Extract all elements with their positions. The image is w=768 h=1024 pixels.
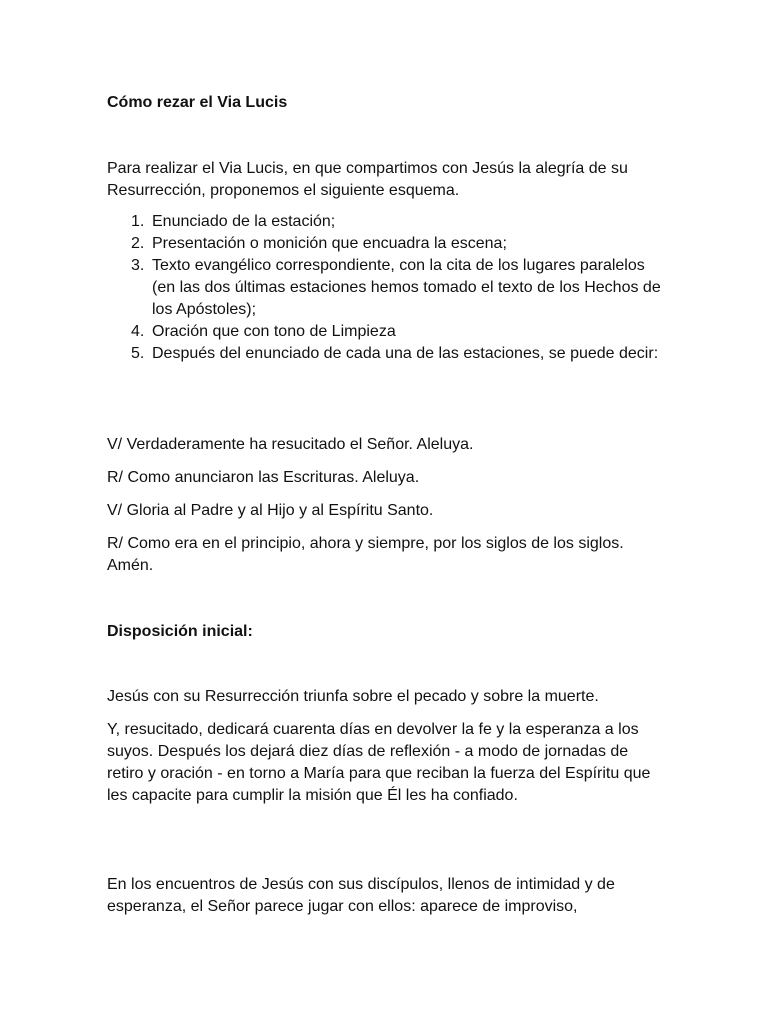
list-item-number: 5. <box>131 345 145 362</box>
versicle-1: V/ Verdaderamente ha resucitado el Señor. Aleluya. <box>107 436 474 453</box>
steps-list <box>107 211 667 365</box>
paragraph-3: En los encuentros de Jesús con sus discípulos, llenos de intimidad y de esperanza, el Señor parece jugar con ellos: aparece de improviso, <box>107 876 615 915</box>
response-2: R/ Como era en el principio, ahora y siempre, por los siglos de los siglos. Amén. <box>107 535 624 574</box>
list-item <box>107 211 667 233</box>
list-item-text: Enunciado de la estación; <box>152 213 336 230</box>
list-item <box>107 255 667 321</box>
list-item-number: 3. <box>131 257 145 274</box>
document-title: Cómo rezar el Via Lucis <box>107 94 288 111</box>
list-item <box>107 233 667 255</box>
list-item-number: 2. <box>131 235 145 252</box>
list-item-text: Texto evangélico correspondiente, con la cita de los lugares paralelos (en las dos últimas estaciones hemos tomado el texto de los Hechos de los Apóstoles); <box>152 257 661 318</box>
versicle-2: V/ Gloria al Padre y al Hijo y al Espíritu Santo. <box>107 502 434 519</box>
list-item <box>107 343 667 365</box>
list-item <box>107 321 667 343</box>
paragraph-1: Jesús con su Resurrección triunfa sobre el pecado y sobre la muerte. <box>107 688 599 705</box>
paragraph-2: Y, resucitado, dedicará cuarenta días en devolver la fe y la esperanza a los suyos. Después los dejará diez días de reflexión - a modo de jornadas de retiro y oración - en torno a María para que reciban la fuerza del Espíritu que les capacite para cumplir la misión que Él les ha confiado. <box>107 721 651 804</box>
list-item-text: Después del enunciado de cada una de las estaciones, se puede decir: <box>152 345 659 362</box>
list-item-text: Oración que con tono de Limpieza <box>152 323 396 340</box>
section-heading: Disposición inicial: <box>107 623 253 640</box>
intro-paragraph: Para realizar el Via Lucis, en que compartimos con Jesús la alegría de su Resurrección, proponemos el siguiente esquema. <box>107 160 628 199</box>
list-item-number: 1. <box>131 213 145 230</box>
list-item-text: Presentación o monición que encuadra la escena; <box>152 235 507 252</box>
list-item-number: 4. <box>131 323 145 340</box>
response-1: R/ Como anunciaron las Escrituras. Aleluya. <box>107 469 420 486</box>
